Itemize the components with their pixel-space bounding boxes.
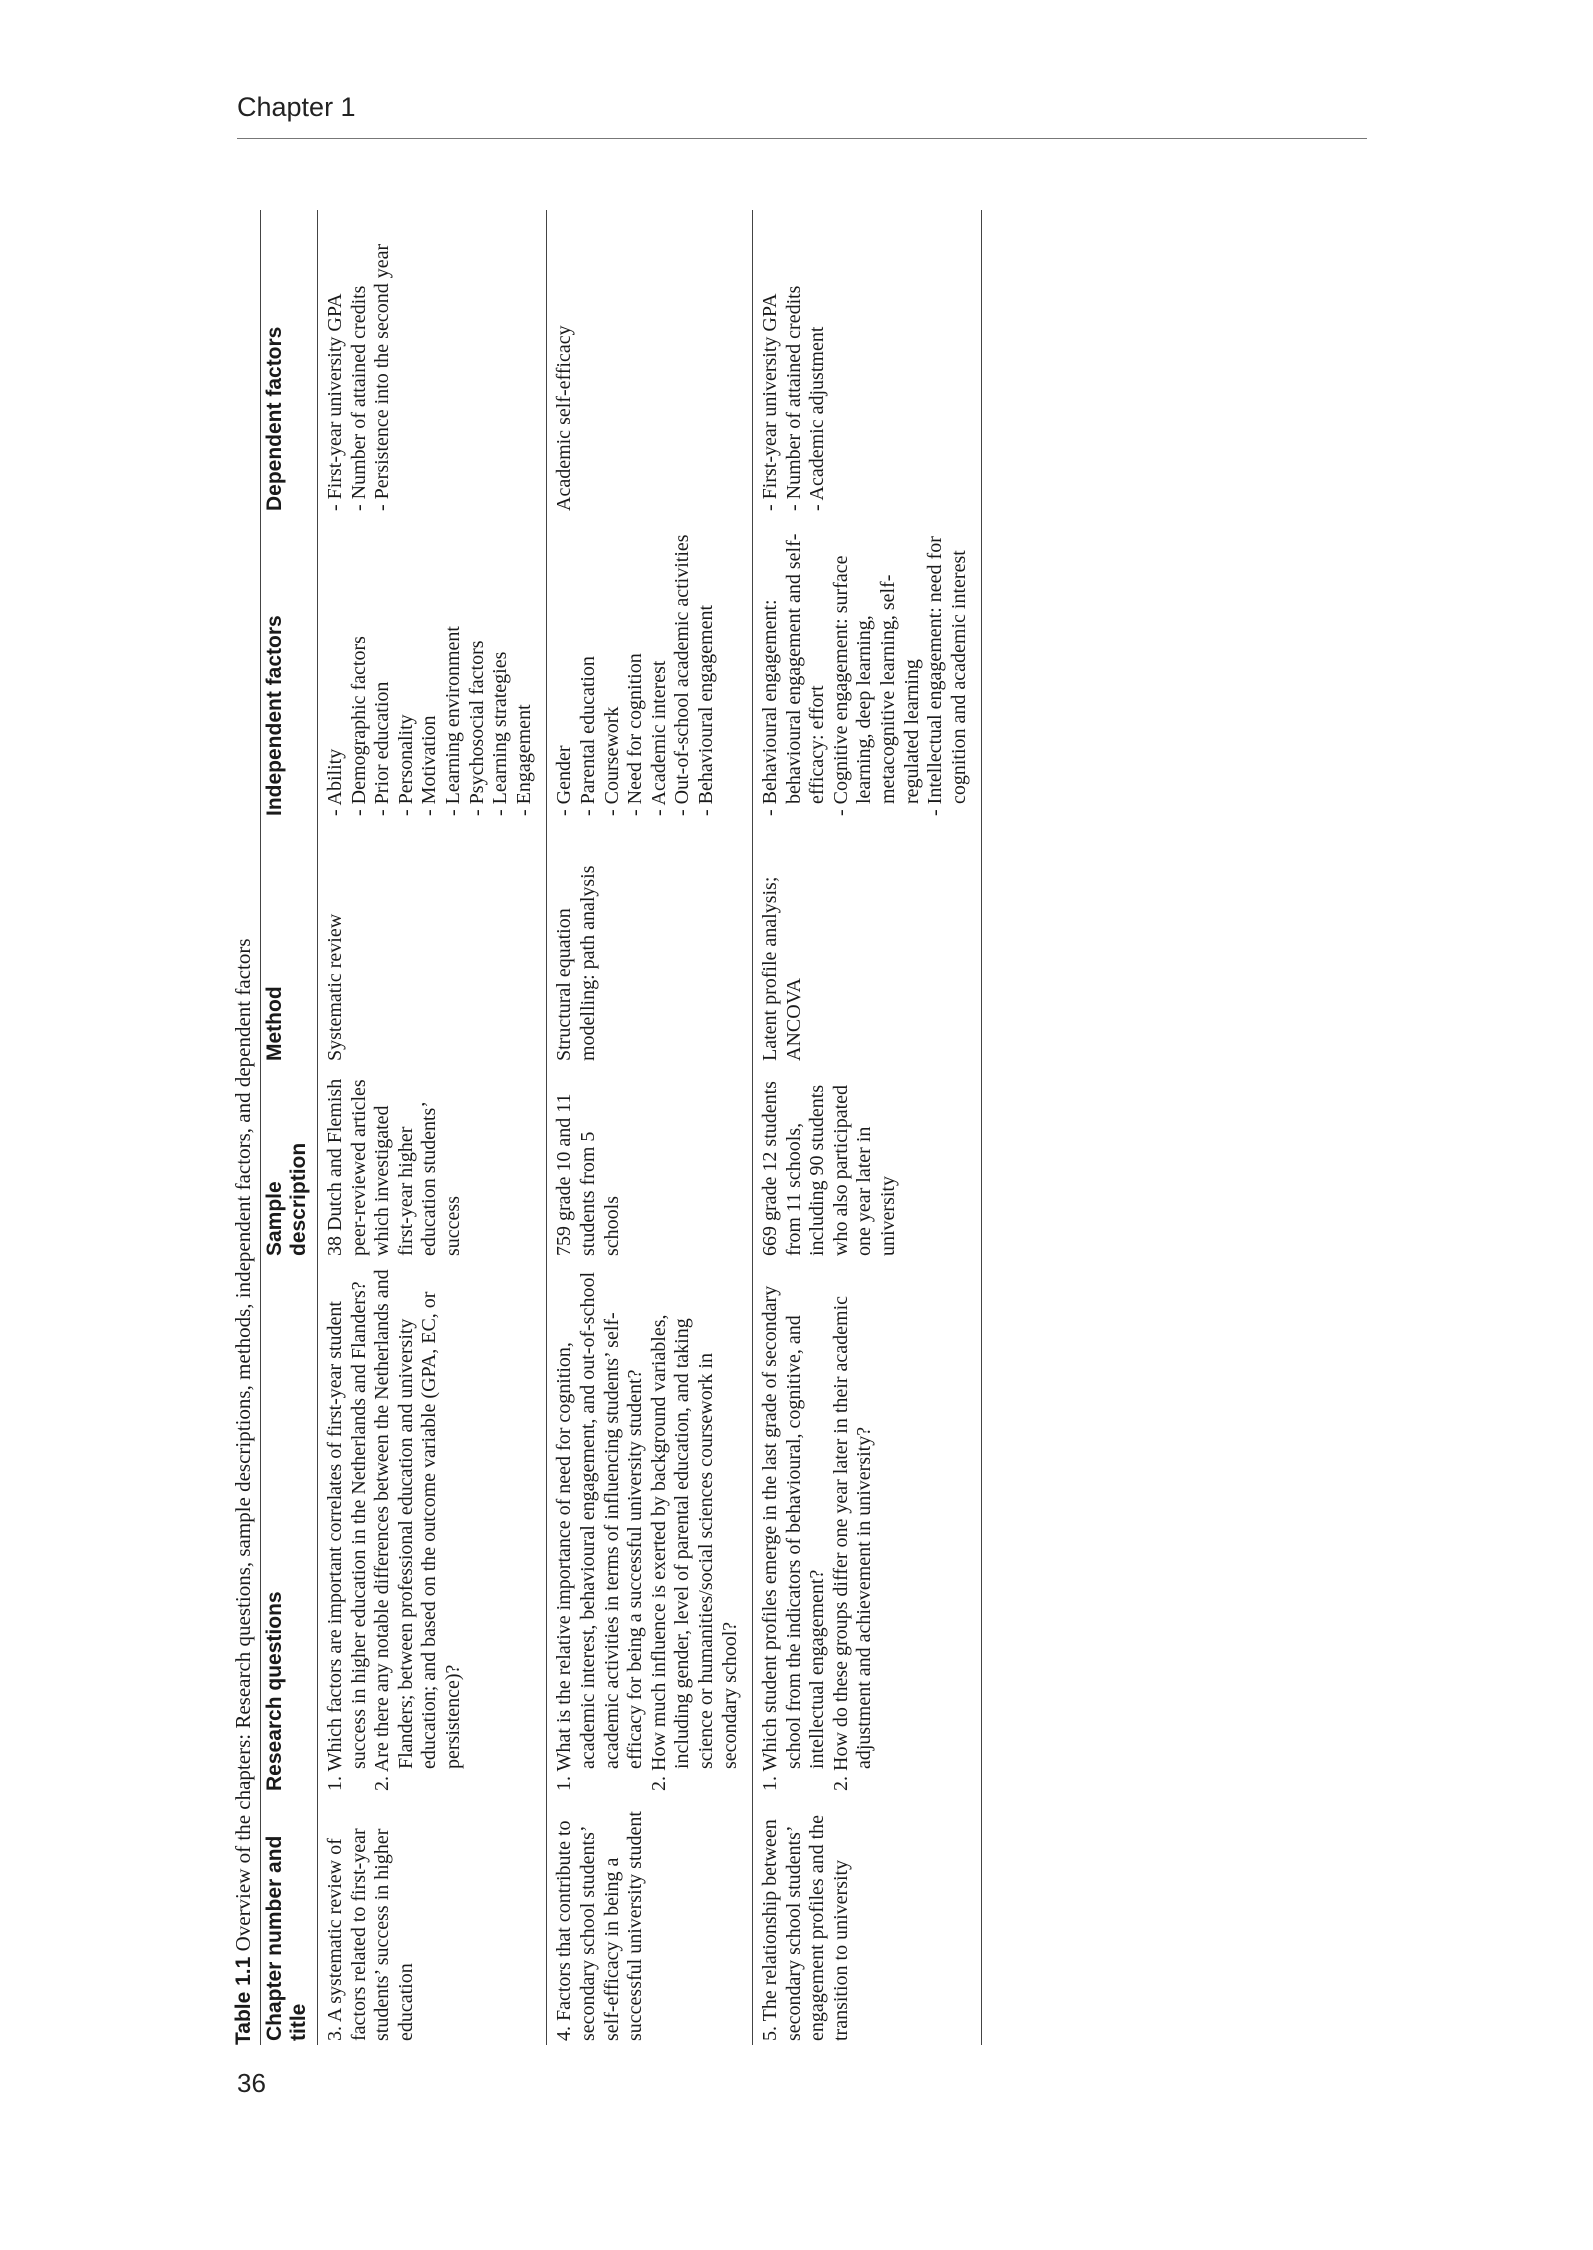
factor-item: - Prior education bbox=[371, 681, 394, 816]
method-cell: Latent profile analysis; ANCOVA bbox=[753, 820, 982, 1065]
factor-item: - Persistence into the second year bbox=[371, 243, 394, 511]
research-question: 2. Are there any notable differences between the Netherlands and Flanders; between professional education and university education; and based on the outcome variable (GPA, EC, or persistence)? bbox=[371, 1269, 464, 1791]
research-questions-cell bbox=[318, 1260, 547, 1795]
research-question: 1. What is the relative importance of need for cognition, academic interest, behavioural engagement, and out-of-school academic activities in terms of influencing students’ self-efficacy for being a successful university student? bbox=[553, 1271, 647, 1791]
table-caption-text: Overview of the chapters: Research questions, sample descriptions, methods, independent factors, and dependent factors bbox=[231, 938, 255, 1952]
factor-item: - Gender bbox=[553, 745, 576, 816]
factor-item: - Behavioural engagement bbox=[694, 604, 717, 816]
running-head: Chapter 1 bbox=[237, 92, 356, 122]
factor-item: - Motivation bbox=[418, 715, 441, 816]
factor-item: Academic self-efficacy bbox=[553, 325, 576, 511]
table-caption bbox=[230, 210, 260, 2045]
independent-factors-cell bbox=[753, 515, 982, 820]
chapter-cell: 4. Factors that contribute to secondary school students’ self-efficacy in being a successful university student bbox=[547, 1795, 753, 2045]
factor-item: - Number of attained credits bbox=[782, 285, 805, 511]
dependent-factors-cell bbox=[318, 210, 547, 515]
table-caption-label: Table 1.1 bbox=[232, 1956, 255, 2045]
factor-item: - Behavioural engagement: behavioural engagement and self-efficacy: effort bbox=[759, 533, 829, 816]
table-row bbox=[318, 210, 547, 2045]
header-rule bbox=[237, 138, 1367, 139]
table-row bbox=[547, 210, 753, 2045]
research-question: 1. Which factors are important correlates of first-year student success in higher education in the Netherlands and Flanders? bbox=[324, 1281, 370, 1791]
factor-item: - Ability bbox=[324, 748, 346, 816]
factor-item: - Demographic factors bbox=[347, 636, 370, 816]
rotated-table-block bbox=[230, 210, 1250, 2045]
dependent-factors-cell bbox=[547, 210, 753, 515]
factor-item: - Learning strategies bbox=[489, 651, 512, 816]
factor-item: - Engagement bbox=[512, 704, 535, 816]
factor-item: - Academic adjustment bbox=[806, 326, 829, 511]
factor-item: - Need for cognition bbox=[624, 653, 647, 816]
column-header-method: Method bbox=[261, 820, 318, 1065]
overview-table bbox=[260, 210, 982, 2045]
chapter-cell: 3. A systematic review of factors related to first-year students’ success in higher education bbox=[324, 1828, 417, 2041]
column-header-independent-factors: Independent factors bbox=[261, 515, 318, 820]
column-header-sample-description: Sample description bbox=[261, 1065, 318, 1260]
factor-item: - Psychosocial factors bbox=[465, 640, 488, 816]
research-question: 1. Which student profiles emerge in the last grade of secondary school from the indicators of behavioural, cognitive, and intellectual engagement? bbox=[759, 1285, 829, 1791]
table-row bbox=[753, 210, 982, 2045]
factor-item: - Coursework bbox=[600, 706, 623, 816]
factor-item: - Personality bbox=[394, 714, 417, 816]
factor-item: - Academic interest bbox=[647, 660, 670, 816]
sample-cell: 759 grade 10 and 11 students from 5 schools bbox=[547, 1065, 753, 1260]
table-header-row bbox=[261, 210, 318, 2045]
method-cell: Structural equation modelling: path analysis bbox=[547, 820, 753, 1065]
column-header-dependent-factors: Dependent factors bbox=[261, 210, 318, 515]
independent-factors-cell bbox=[318, 515, 547, 820]
factor-item: - Number of attained credits bbox=[347, 285, 370, 511]
factor-item: - Parental education bbox=[576, 656, 599, 816]
factor-item: - First-year university GPA bbox=[759, 293, 782, 511]
research-questions-cell bbox=[547, 1260, 753, 1795]
factor-item: - Intellectual engagement: need for cognition and academic interest bbox=[924, 536, 970, 816]
sample-cell: 669 grade 12 students from 11 schools, including 90 students who also participated one year later in university bbox=[753, 1065, 982, 1260]
dependent-factors-cell bbox=[753, 210, 982, 515]
factor-item: - Learning environment bbox=[441, 626, 464, 816]
column-header-research-questions: Research questions bbox=[261, 1260, 318, 1795]
research-questions-cell bbox=[753, 1260, 982, 1795]
factor-item: - First-year university GPA bbox=[324, 293, 346, 511]
sample-cell: 38 Dutch and Flemish peer-reviewed articles which investigated first-year higher education students’ success bbox=[324, 1078, 464, 1256]
chapter-cell: 5. The relationship between secondary school students’ engagement profiles and the transition to university bbox=[753, 1795, 982, 2045]
research-question: 2. How do these groups differ one year later in their academic adjustment and achievement in university? bbox=[829, 1296, 876, 1791]
independent-factors-cell bbox=[547, 515, 753, 820]
factor-item: - Cognitive engagement: surface learning, deep learning, metacognitive learning, self-regulated learning bbox=[829, 555, 923, 816]
method-cell: Systematic review bbox=[324, 913, 346, 1061]
page-number: 36 bbox=[237, 2068, 266, 2098]
factor-item: - Out-of-school academic activities bbox=[671, 534, 694, 816]
research-question: 2. How much influence is exerted by background variables, including gender, level of parental education, and taking science or humanities/social sciences coursework in secondary school? bbox=[647, 1314, 741, 1791]
column-header-chapter: Chapter number and title bbox=[261, 1795, 318, 2045]
